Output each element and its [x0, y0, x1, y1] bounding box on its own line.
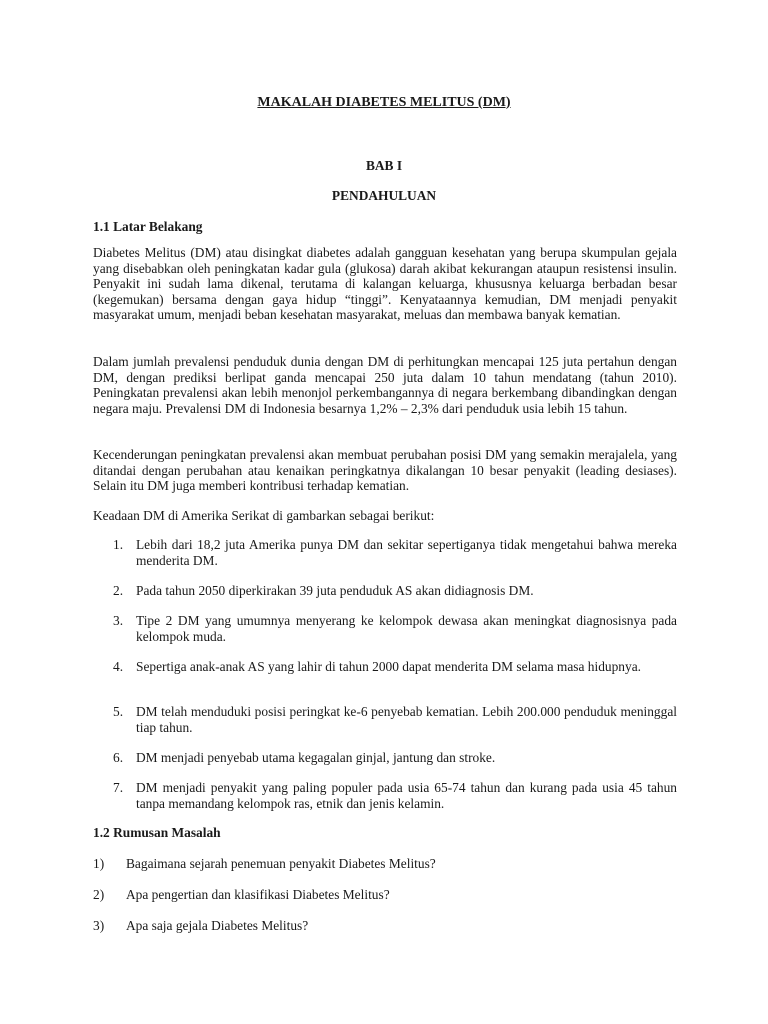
- question-text: Bagaimana sejarah penemuan penyakit Diabetes Melitus?: [126, 856, 436, 871]
- list-text: Sepertiga anak-anak AS yang lahir di tahun 2000 dapat menderita DM selama masa hidupnya.: [136, 659, 641, 674]
- list-number: 3.: [113, 613, 124, 628]
- list-number: 4.: [113, 659, 124, 674]
- section-heading-rumusan-masalah: 1.2 Rumusan Masalah: [93, 825, 221, 840]
- list-item: [113, 704, 677, 735]
- list-item: [113, 750, 677, 766]
- list-item: [113, 583, 677, 599]
- list-text: DM telah menduduki posisi peringkat ke-6 penyebab kematian. Lebih 200.000 penduduk meninggal tiap tahun.: [136, 704, 677, 735]
- list-number: 1.: [113, 537, 124, 552]
- list-text: Pada tahun 2050 diperkirakan 39 juta penduduk AS akan didiagnosis DM.: [136, 583, 534, 598]
- paragraph: Kecenderungan peningkatan prevalensi akan membuat perubahan posisi DM yang semakin merajalela, yang ditandai dengan perubahan atau kenaikan peringkatnya dikalangan 10 besar penyakit (leading desiases). Selain itu DM juga memberi kontribusi terhadap kematian.: [93, 447, 677, 494]
- chapter-label: BAB I: [365, 158, 403, 173]
- question-text: Apa saja gejala Diabetes Melitus?: [126, 918, 309, 933]
- question-item: [93, 887, 677, 903]
- question-number: 2): [93, 887, 105, 902]
- section-heading-latar-belakang: 1.1 Latar Belakang: [93, 219, 203, 234]
- question-item: [93, 918, 677, 934]
- question-item: [93, 856, 677, 872]
- list-item: [113, 613, 677, 644]
- list-number: 5.: [113, 704, 124, 719]
- question-text: Apa pengertian dan klasifikasi Diabetes Melitus?: [126, 887, 390, 902]
- paragraph: Dalam jumlah prevalensi penduduk dunia dengan DM di perhitungkan mencapai 125 juta pertahun dengan DM, dengan prediksi berlipat ganda mencapai 250 juta dalam 10 tahun mendatang (tahun 2010). Peningkatan prevalensi akan lebih menonjol perkembangannya di negara berkembang dibandingkan dengan negara maju. Prevalensi DM di Indonesia besarnya 1,2% – 2,3% dari penduduk usia lebih 15 tahun.: [93, 354, 677, 416]
- list-text: DM menjadi penyebab utama kegagalan ginjal, jantung dan stroke.: [136, 750, 496, 765]
- document-title: MAKALAH DIABETES MELITUS (DM): [257, 95, 511, 110]
- list-text: DM menjadi penyakit yang paling populer pada usia 65-74 tahun dan kurang pada usia 45 tahun tanpa memandang kelompok ras, etnik dan jenis kelamin.: [136, 780, 677, 811]
- question-number: 3): [93, 918, 105, 933]
- paragraph: Diabetes Melitus (DM) atau disingkat diabetes adalah gangguan kesehatan yang berupa skumpulan gejala yang disebabkan oleh peningkatan kadar gula (glukosa) darah akibat kekurangan ataupun resistensi insulin. Penyakit ini sudah lama dikenal, terutama di kalangan keluarga, khususnya keluarga berbadan besar (kegemukan) bersama dengan gaya hidup “tinggi”. Kenyataannya kemudian, DM menjadi penyakit masyarakat umum, menjadi beban kesehatan masyarakat, meluas dan membawa banyak kematian.: [93, 245, 677, 323]
- list-text: Lebih dari 18,2 juta Amerika punya DM dan sekitar sepertiganya tidak mengetahui bahwa mereka menderita DM.: [136, 537, 677, 568]
- list-text: Tipe 2 DM yang umumnya menyerang ke kelompok dewasa akan meningkat diagnosisnya pada kelompok muda.: [136, 613, 677, 644]
- list-item: [113, 537, 677, 568]
- list-number: 2.: [113, 583, 124, 598]
- list-item: [113, 659, 677, 675]
- question-number: 1): [93, 856, 105, 871]
- list-number: 6.: [113, 750, 124, 765]
- chapter-title: PENDAHULUAN: [331, 188, 437, 203]
- list-number: 7.: [113, 780, 124, 795]
- list-item: [113, 780, 677, 811]
- paragraph: Keadaan DM di Amerika Serikat di gambarkan sebagai berikut:: [93, 508, 435, 523]
